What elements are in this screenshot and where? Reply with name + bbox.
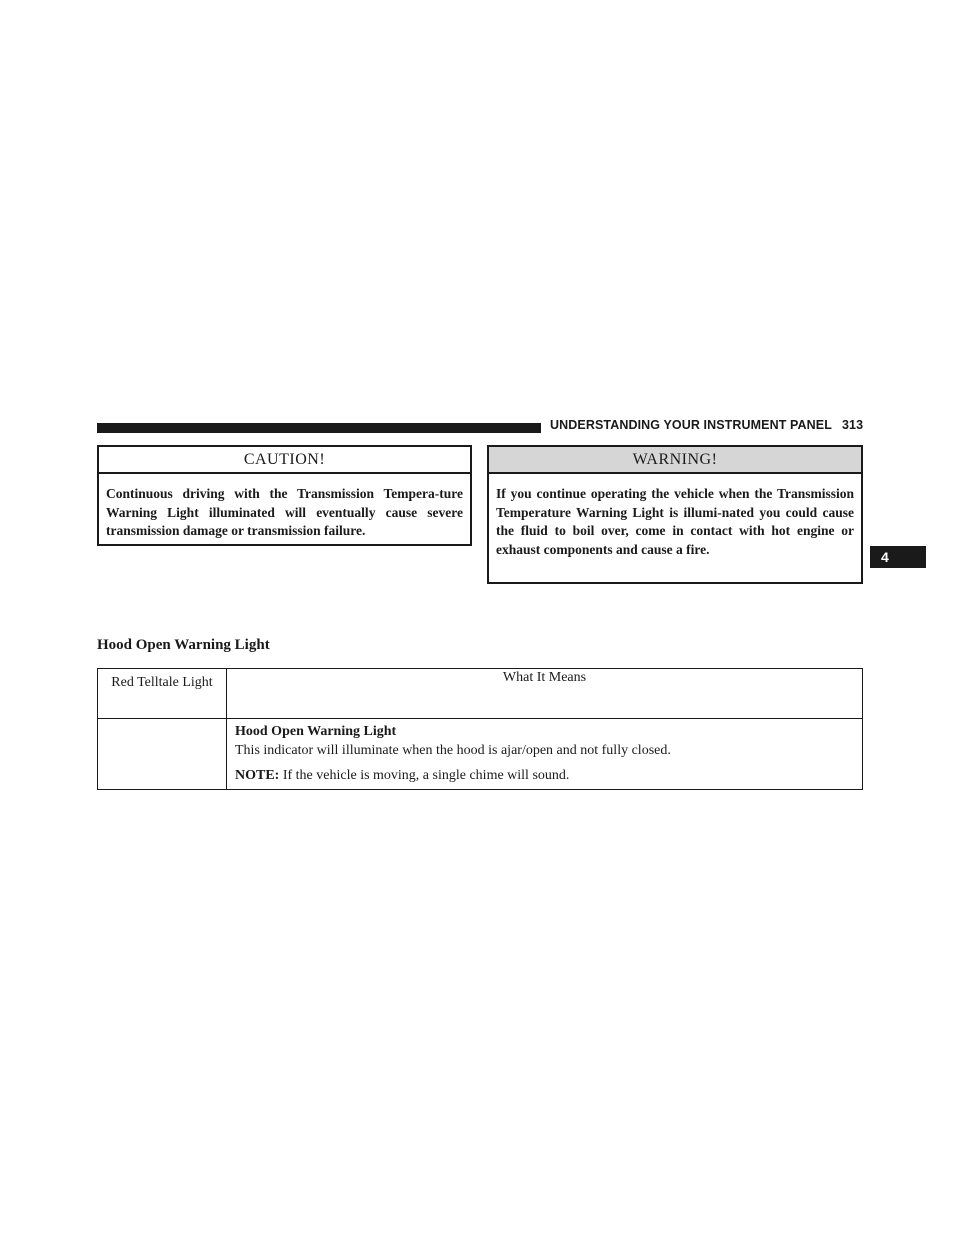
running-header [550, 418, 863, 432]
caution-text: Continuous driving with the Transmission Tempera-ture Warning Light illuminated will eventually cause severe transmission damage or transmission failure. [106, 486, 463, 539]
caution-box [97, 445, 472, 546]
page-number: 313 [841, 418, 864, 432]
row-description: This indicator will illuminate when the hood is ajar/open and not fully closed. [235, 743, 671, 758]
col-header-telltale: Red Telltale Light [98, 669, 227, 719]
telltale-icon-cell [98, 719, 227, 790]
warning-text: If you continue operating the vehicle when the Transmission Temperature Warning Light is illumi-nated you could cause the fluid to boil over, come in contact with hot engine or exhaust components and cause a fire. [496, 486, 854, 557]
note-label: NOTE: [235, 768, 280, 783]
warning-box [487, 445, 863, 584]
caution-heading: CAUTION! [99, 447, 470, 474]
meaning-cell [227, 719, 863, 790]
row-title: Hood Open Warning Light [235, 724, 397, 739]
telltale-table [97, 668, 863, 790]
col-header-meaning: What It Means [227, 669, 863, 719]
warning-heading: WARNING! [489, 447, 861, 474]
chapter-tab: 4 [870, 546, 926, 568]
header-rule [97, 423, 541, 433]
table-row [98, 719, 863, 790]
table-header-row [98, 669, 863, 719]
row-note [235, 766, 854, 785]
note-text: If the vehicle is moving, a single chime will sound. [279, 768, 570, 783]
running-header-title: UNDERSTANDING YOUR INSTRUMENT PANEL [550, 418, 832, 432]
section-heading: Hood Open Warning Light [97, 637, 270, 653]
